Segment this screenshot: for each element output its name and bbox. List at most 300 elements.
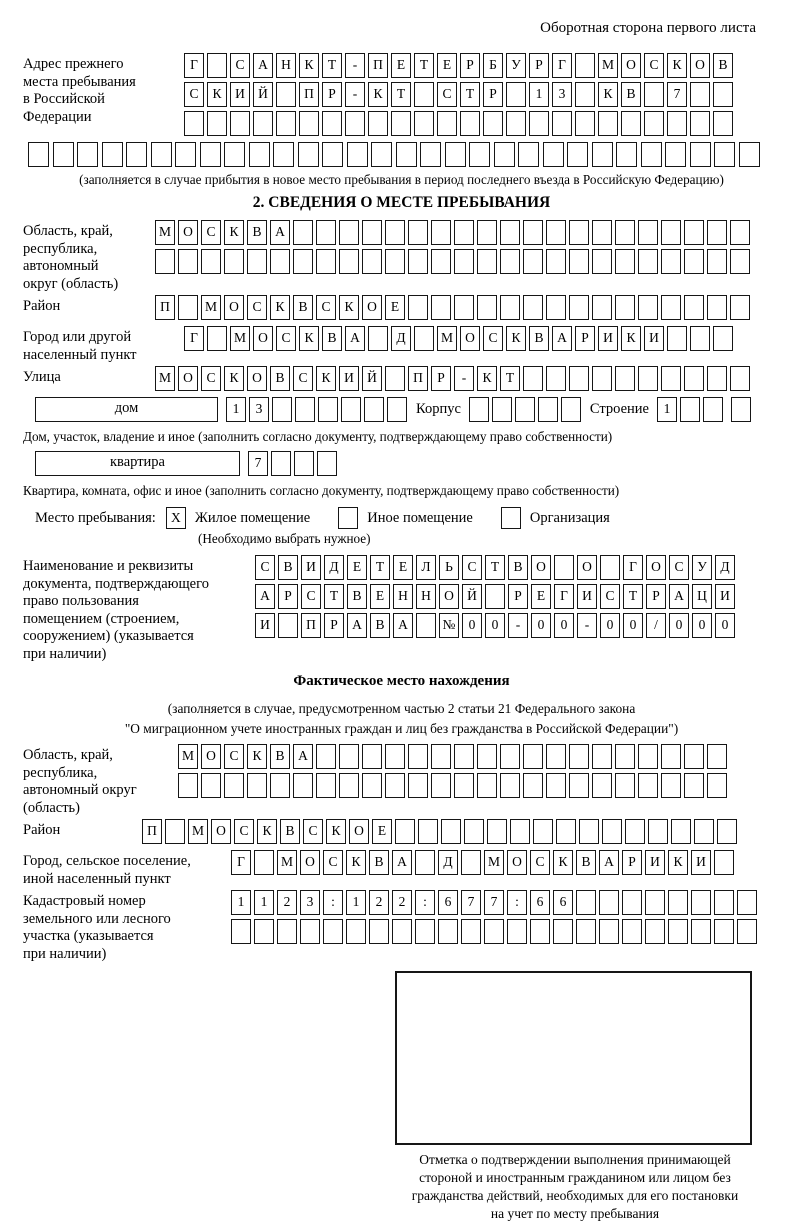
char-cell: С (323, 850, 343, 875)
actual-location-note (23, 699, 780, 738)
char-cell (392, 919, 412, 944)
char-cell (418, 819, 438, 844)
char-cell: Е (370, 584, 390, 609)
char-row (184, 53, 736, 78)
char-row (184, 111, 736, 136)
char-cell (362, 249, 382, 274)
char-cell (707, 773, 727, 798)
char-cell (207, 111, 227, 136)
char-cell: С (201, 220, 221, 245)
char-cell: Д (391, 326, 411, 351)
char-cell (437, 111, 457, 136)
char-cell (671, 819, 691, 844)
char-cell: - (508, 613, 528, 638)
region-rows (155, 220, 753, 278)
char-cell: Н (393, 584, 413, 609)
char-cell (316, 220, 336, 245)
char-cell: О (300, 850, 320, 875)
char-cell: Т (623, 584, 643, 609)
char-cell (420, 142, 441, 167)
char-cell: А (345, 326, 365, 351)
char-cell: 0 (554, 613, 574, 638)
char-cell (523, 366, 543, 391)
char-cell: О (362, 295, 382, 320)
field-previous-address (23, 53, 780, 140)
char-cell: О (531, 555, 551, 580)
label-line: автономный округ (23, 782, 137, 798)
char-cell: 0 (715, 613, 735, 638)
char-cell (316, 773, 336, 798)
char-cell: 1 (346, 890, 366, 915)
char-cell (230, 111, 250, 136)
char-cell: Д (715, 555, 735, 580)
char-cell (615, 295, 635, 320)
char-cell: М (201, 295, 221, 320)
char-cell (717, 819, 737, 844)
label-line: округ (область) (23, 275, 119, 292)
char-cell: 6 (438, 890, 458, 915)
char-cell: С (255, 555, 275, 580)
house-number-row (226, 397, 410, 422)
char-cell: И (230, 82, 250, 107)
char-cell (316, 249, 336, 274)
char-cell (569, 249, 589, 274)
char-cell (371, 142, 392, 167)
char-cell (77, 142, 98, 167)
char-cell (477, 220, 497, 245)
char-cell (346, 919, 366, 944)
char-cell: М (178, 744, 198, 769)
char-cell: 0 (623, 613, 643, 638)
char-cell (277, 919, 297, 944)
char-cell (445, 142, 466, 167)
char-cell: : (507, 890, 527, 915)
char-cell (625, 819, 645, 844)
char-cell (294, 451, 314, 476)
char-cell (487, 819, 507, 844)
char-cell: Т (460, 82, 480, 107)
char-cell (347, 142, 368, 167)
char-cell (385, 773, 405, 798)
char-cell (592, 249, 612, 274)
char-cell: О (690, 53, 710, 78)
house-type-box: дом (35, 397, 218, 422)
char-cell (271, 451, 291, 476)
char-cell (431, 773, 451, 798)
stroenie-extra-cell (731, 397, 754, 422)
char-cell (224, 773, 244, 798)
char-cell (569, 220, 589, 245)
char-cell (317, 451, 337, 476)
char-cell: Е (531, 584, 551, 609)
char-row (231, 890, 760, 915)
char-cell (500, 220, 520, 245)
char-cell: / (646, 613, 666, 638)
char-cell (270, 773, 290, 798)
char-cell: Р (278, 584, 298, 609)
char-cell (500, 744, 520, 769)
char-cell: П (142, 819, 162, 844)
char-cell (546, 366, 566, 391)
char-cell (385, 249, 405, 274)
char-cell (575, 111, 595, 136)
char-cell (507, 919, 527, 944)
char-cell (665, 142, 686, 167)
char-cell: В (322, 326, 342, 351)
char-cell: Т (324, 584, 344, 609)
char-cell (638, 366, 658, 391)
char-cell: 1 (657, 397, 677, 422)
char-cell (165, 819, 185, 844)
char-cell: С (600, 584, 620, 609)
char-cell (546, 773, 566, 798)
char-cell (592, 773, 612, 798)
char-cell: В (576, 850, 596, 875)
char-cell (276, 82, 296, 107)
stay-type-hint: (Необходимо выбрать нужное) (198, 531, 371, 546)
label-line: при наличии) (23, 645, 107, 662)
char-cell (368, 111, 388, 136)
char-cell (364, 397, 384, 422)
confirmation-stamp-box (395, 971, 752, 1145)
char-cell (408, 773, 428, 798)
char-cell (667, 111, 687, 136)
char-cell: Т (485, 555, 505, 580)
char-cell: - (454, 366, 474, 391)
char-cell (178, 295, 198, 320)
char-cell (414, 326, 434, 351)
char-cell: Й (462, 584, 482, 609)
char-cell: Т (391, 82, 411, 107)
char-cell: А (392, 850, 412, 875)
char-cell: 0 (462, 613, 482, 638)
char-cell: П (301, 613, 321, 638)
char-cell (102, 142, 123, 167)
char-cell (322, 111, 342, 136)
char-cell (461, 919, 481, 944)
char-cell: № (439, 613, 459, 638)
char-cell: Т (322, 53, 342, 78)
char-cell (151, 142, 172, 167)
char-cell (546, 295, 566, 320)
ownership-document-label (23, 555, 255, 663)
char-cell: А (552, 326, 572, 351)
region-label (23, 220, 155, 293)
char-cell: С (184, 82, 204, 107)
char-cell (684, 773, 704, 798)
char-cell (592, 295, 612, 320)
char-cell: А (599, 850, 619, 875)
char-cell (506, 111, 526, 136)
label-line: "О миграционном учете иностранных граждан и лиц без гражданства в Российской Федерации") (124, 720, 679, 736)
char-cell: К (667, 53, 687, 78)
char-cell: Н (416, 584, 436, 609)
char-cell (690, 326, 710, 351)
char-cell (621, 111, 641, 136)
char-cell (667, 326, 687, 351)
char-cell (316, 744, 336, 769)
char-cell: Ь (439, 555, 459, 580)
actual-region-rows (178, 744, 730, 802)
char-cell (431, 249, 451, 274)
apartment-caption: Квартира, комната, офис и иное (заполнить согласно документу, подтверждающему право собственности) (23, 483, 620, 498)
char-cell (713, 326, 733, 351)
char-cell: К (224, 366, 244, 391)
option-label-other: Иное помещение (367, 509, 473, 526)
char-cell (461, 850, 481, 875)
char-cell (362, 220, 382, 245)
char-cell (694, 819, 714, 844)
char-cell: Л (416, 555, 436, 580)
char-cell (231, 919, 251, 944)
char-cell: К (506, 326, 526, 351)
char-cell (691, 919, 711, 944)
char-cell: В (278, 555, 298, 580)
char-cell: А (270, 220, 290, 245)
char-cell: М (155, 366, 175, 391)
char-cell: И (691, 850, 711, 875)
label-line: Адрес прежнего (23, 56, 124, 72)
char-cell (492, 397, 512, 422)
char-cell: И (715, 584, 735, 609)
char-cell: Р (322, 82, 342, 107)
char-cell: С (224, 744, 244, 769)
char-cell: 6 (530, 890, 550, 915)
char-cell (293, 249, 313, 274)
char-cell (615, 366, 635, 391)
char-cell (385, 744, 405, 769)
char-cell: М (484, 850, 504, 875)
stroenie-label: Строение (589, 401, 649, 417)
char-cell (460, 111, 480, 136)
char-cell: О (646, 555, 666, 580)
option-label-residential: Жилое помещение (194, 509, 311, 526)
ownership-document-rows (255, 555, 738, 642)
char-cell (703, 397, 723, 422)
field-actual-region (23, 744, 780, 817)
char-cell (323, 919, 343, 944)
char-cell (339, 744, 359, 769)
char-cell: А (347, 613, 367, 638)
char-cell (684, 744, 704, 769)
char-cell: У (506, 53, 526, 78)
char-cell (546, 249, 566, 274)
char-cell: К (668, 850, 688, 875)
char-cell: М (188, 819, 208, 844)
char-cell: Р (529, 53, 549, 78)
char-row (231, 919, 760, 944)
district-label: Район (23, 298, 61, 314)
char-cell (396, 142, 417, 167)
char-cell (645, 919, 665, 944)
char-cell: К (207, 82, 227, 107)
char-cell: В (370, 613, 390, 638)
char-cell: В (508, 555, 528, 580)
char-cell (622, 919, 642, 944)
char-cell (707, 249, 727, 274)
char-cell (469, 142, 490, 167)
char-cell (318, 397, 338, 422)
char-cell: Г (552, 53, 572, 78)
char-cell (408, 295, 428, 320)
char-cell (477, 773, 497, 798)
char-cell (707, 295, 727, 320)
char-cell: О (460, 326, 480, 351)
char-cell: Т (500, 366, 520, 391)
char-cell: П (368, 53, 388, 78)
char-cell (28, 142, 49, 167)
char-cell: С (669, 555, 689, 580)
char-cell (523, 220, 543, 245)
char-cell (714, 142, 735, 167)
char-cell: - (345, 53, 365, 78)
char-cell (416, 613, 436, 638)
char-cell: А (393, 613, 413, 638)
char-cell (523, 773, 543, 798)
actual-district-label: Район (23, 822, 61, 838)
label-line: населенный пункт (23, 346, 137, 363)
char-cell (737, 890, 757, 915)
char-cell: 1 (529, 82, 549, 107)
char-row (184, 326, 736, 351)
char-cell (644, 82, 664, 107)
char-cell (247, 773, 267, 798)
checkbox-organization (501, 507, 521, 529)
char-cell (175, 142, 196, 167)
char-cell (200, 142, 221, 167)
char-cell (616, 142, 637, 167)
char-cell: 7 (461, 890, 481, 915)
char-cell (224, 249, 244, 274)
char-cell (661, 249, 681, 274)
char-cell: К (326, 819, 346, 844)
previous-address-caption: (заполняется в случае прибытия в новое место пребывания в период последнего въезда в Российскую Федерацию) (79, 172, 724, 187)
char-cell (431, 744, 451, 769)
char-cell (707, 744, 727, 769)
char-cell: О (439, 584, 459, 609)
char-cell: М (155, 220, 175, 245)
char-cell (599, 919, 619, 944)
char-cell (254, 919, 274, 944)
char-cell (690, 82, 710, 107)
char-cell: П (299, 82, 319, 107)
actual-location-title: Фактическое место нахождения (293, 673, 510, 689)
char-cell (523, 744, 543, 769)
char-cell (684, 366, 704, 391)
char-cell (579, 819, 599, 844)
char-cell: О (349, 819, 369, 844)
char-cell (254, 850, 274, 875)
label-line: участка (указывается (23, 928, 154, 944)
char-cell: С (316, 295, 336, 320)
char-cell: К (299, 53, 319, 78)
label-line: Город или другой (23, 329, 132, 345)
char-cell: В (347, 584, 367, 609)
char-cell (385, 220, 405, 245)
label-line: Город, сельское поселение, (23, 853, 191, 869)
char-cell (518, 142, 539, 167)
char-cell: 0 (531, 613, 551, 638)
char-cell (691, 890, 711, 915)
char-cell (737, 919, 757, 944)
char-cell: Г (623, 555, 643, 580)
char-cell: И (577, 584, 597, 609)
label-line: Область, край, (23, 223, 113, 239)
char-cell: И (339, 366, 359, 391)
char-cell (415, 919, 435, 944)
char-cell: М (277, 850, 297, 875)
label-line: при наличии) (23, 945, 107, 962)
char-cell: К (257, 819, 277, 844)
char-cell (295, 397, 315, 422)
char-cell (523, 295, 543, 320)
char-cell: П (155, 295, 175, 320)
char-cell (247, 249, 267, 274)
char-cell: Н (276, 53, 296, 78)
char-cell (554, 555, 574, 580)
previous-address-label (23, 53, 184, 126)
char-cell (339, 773, 359, 798)
char-cell (644, 111, 664, 136)
char-cell: Е (391, 53, 411, 78)
char-cell: К (477, 366, 497, 391)
char-cell (641, 142, 662, 167)
char-cell: Г (184, 53, 204, 78)
char-cell: М (230, 326, 250, 351)
char-cell (556, 819, 576, 844)
char-row (184, 82, 736, 107)
cadastre-label (23, 890, 231, 963)
char-cell (615, 773, 635, 798)
char-cell (661, 773, 681, 798)
char-cell (207, 326, 227, 351)
char-cell: К (299, 326, 319, 351)
label-line: помещением (строением, (23, 610, 180, 627)
char-cell (684, 249, 704, 274)
char-cell: Р (460, 53, 480, 78)
char-cell: Д (438, 850, 458, 875)
char-cell (298, 142, 319, 167)
char-cell: Е (347, 555, 367, 580)
char-cell: О (201, 744, 221, 769)
char-cell: Р (508, 584, 528, 609)
char-cell (600, 555, 620, 580)
label-line: на учет по месту пребывания (490, 1206, 660, 1221)
char-cell (441, 819, 461, 844)
char-cell: 6 (553, 890, 573, 915)
char-cell: С (201, 366, 221, 391)
char-cell (575, 53, 595, 78)
char-cell (599, 890, 619, 915)
char-cell (369, 919, 389, 944)
char-cell (362, 744, 382, 769)
char-cell (395, 819, 415, 844)
char-cell (249, 142, 270, 167)
char-cell: О (224, 295, 244, 320)
char-cell: О (247, 366, 267, 391)
char-cell (391, 111, 411, 136)
label-line: Федерации (23, 108, 92, 125)
char-cell (201, 773, 221, 798)
char-cell: О (253, 326, 273, 351)
char-row (142, 819, 740, 844)
char-cell (567, 142, 588, 167)
char-cell (592, 744, 612, 769)
label-line: стороной и иностранным гражданином или лицом без (419, 1170, 731, 1185)
char-cell (500, 295, 520, 320)
char-cell (273, 142, 294, 167)
char-cell: 2 (369, 890, 389, 915)
